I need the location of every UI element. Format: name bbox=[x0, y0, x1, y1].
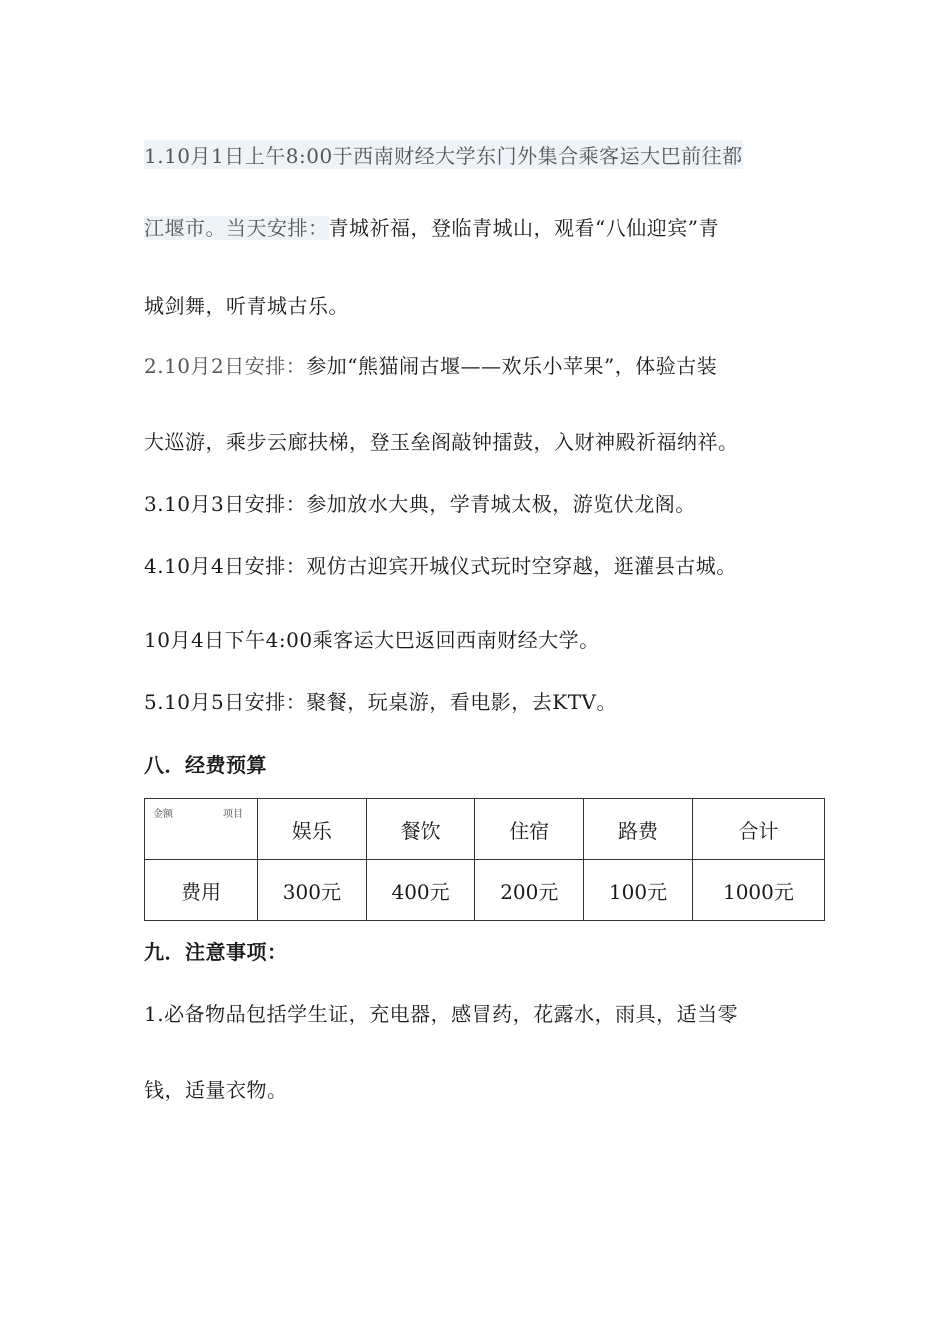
table-row-label: 费用 bbox=[145, 860, 258, 921]
table-header-cell: 餐饮 bbox=[366, 799, 475, 860]
paragraph-day1-prefix: 江堰市。当天安排： bbox=[144, 216, 329, 240]
table-value-cell: 1000元 bbox=[692, 860, 824, 921]
paragraph-day1-line1: 1.10月1日上午8:00于西南财经大学东门外集合乘客运大巴前往都 bbox=[144, 140, 743, 169]
paragraph-day2-prefix: 2.10月2日安排： bbox=[144, 354, 307, 378]
section-heading-budget: 八．经费预算 bbox=[144, 753, 267, 777]
table-value-cell: 100元 bbox=[584, 860, 693, 921]
budget-table bbox=[144, 798, 825, 921]
paragraph-day1-activities: 青城祈福，登临青城山，观看“八仙迎宾”青 bbox=[328, 216, 719, 240]
section-heading-notes: 九．注意事项： bbox=[144, 940, 288, 964]
corner-label-item: 项目 bbox=[223, 809, 243, 820]
paragraph-day4: 4.10月4日安排：观仿古迎宾开城仪式玩时空穿越，逛灌县古城。 bbox=[144, 554, 737, 578]
paragraph-day2-activities: 参加“熊猫闹古堰——欢乐小苹果”，体验古装 bbox=[306, 354, 718, 378]
corner-label-amount: 金额 bbox=[153, 809, 173, 820]
paragraph-day2-line2: 大巡游，乘步云廊扶梯，登玉垒阁敲钟擂鼓，入财神殿祈福纳祥。 bbox=[144, 430, 739, 454]
table-header-cell: 娱乐 bbox=[258, 799, 367, 860]
paragraph-day3: 3.10月3日安排：参加放水大典，学青城太极，游览伏龙阁。 bbox=[144, 492, 696, 516]
table-header-cell: 合计 bbox=[692, 799, 824, 860]
paragraph-day1-line3: 城剑舞，听青城古乐。 bbox=[144, 294, 349, 318]
notes-item1-line1: 1.必备物品包括学生证，充电器，感冒药，花露水，雨具，适当零 bbox=[144, 1002, 739, 1026]
table-value-cell: 200元 bbox=[475, 860, 584, 921]
notes-item1-line2: 钱，适量衣物。 bbox=[144, 1078, 288, 1102]
paragraph-day2-line1 bbox=[144, 350, 717, 379]
table-corner-cell bbox=[145, 799, 258, 860]
table-header-cell: 路费 bbox=[584, 799, 693, 860]
paragraph-day4-return: 10月4日下午4:00乘客运大巴返回西南财经大学。 bbox=[144, 628, 600, 652]
paragraph-day1-line2 bbox=[144, 212, 719, 241]
table-value-cell: 400元 bbox=[366, 860, 475, 921]
table-header-cell: 住宿 bbox=[475, 799, 584, 860]
paragraph-day5: 5.10月5日安排：聚餐，玩桌游，看电影，去KTV。 bbox=[144, 690, 617, 714]
table-row bbox=[145, 860, 825, 921]
table-header-row bbox=[145, 799, 825, 860]
table-value-cell: 300元 bbox=[258, 860, 367, 921]
